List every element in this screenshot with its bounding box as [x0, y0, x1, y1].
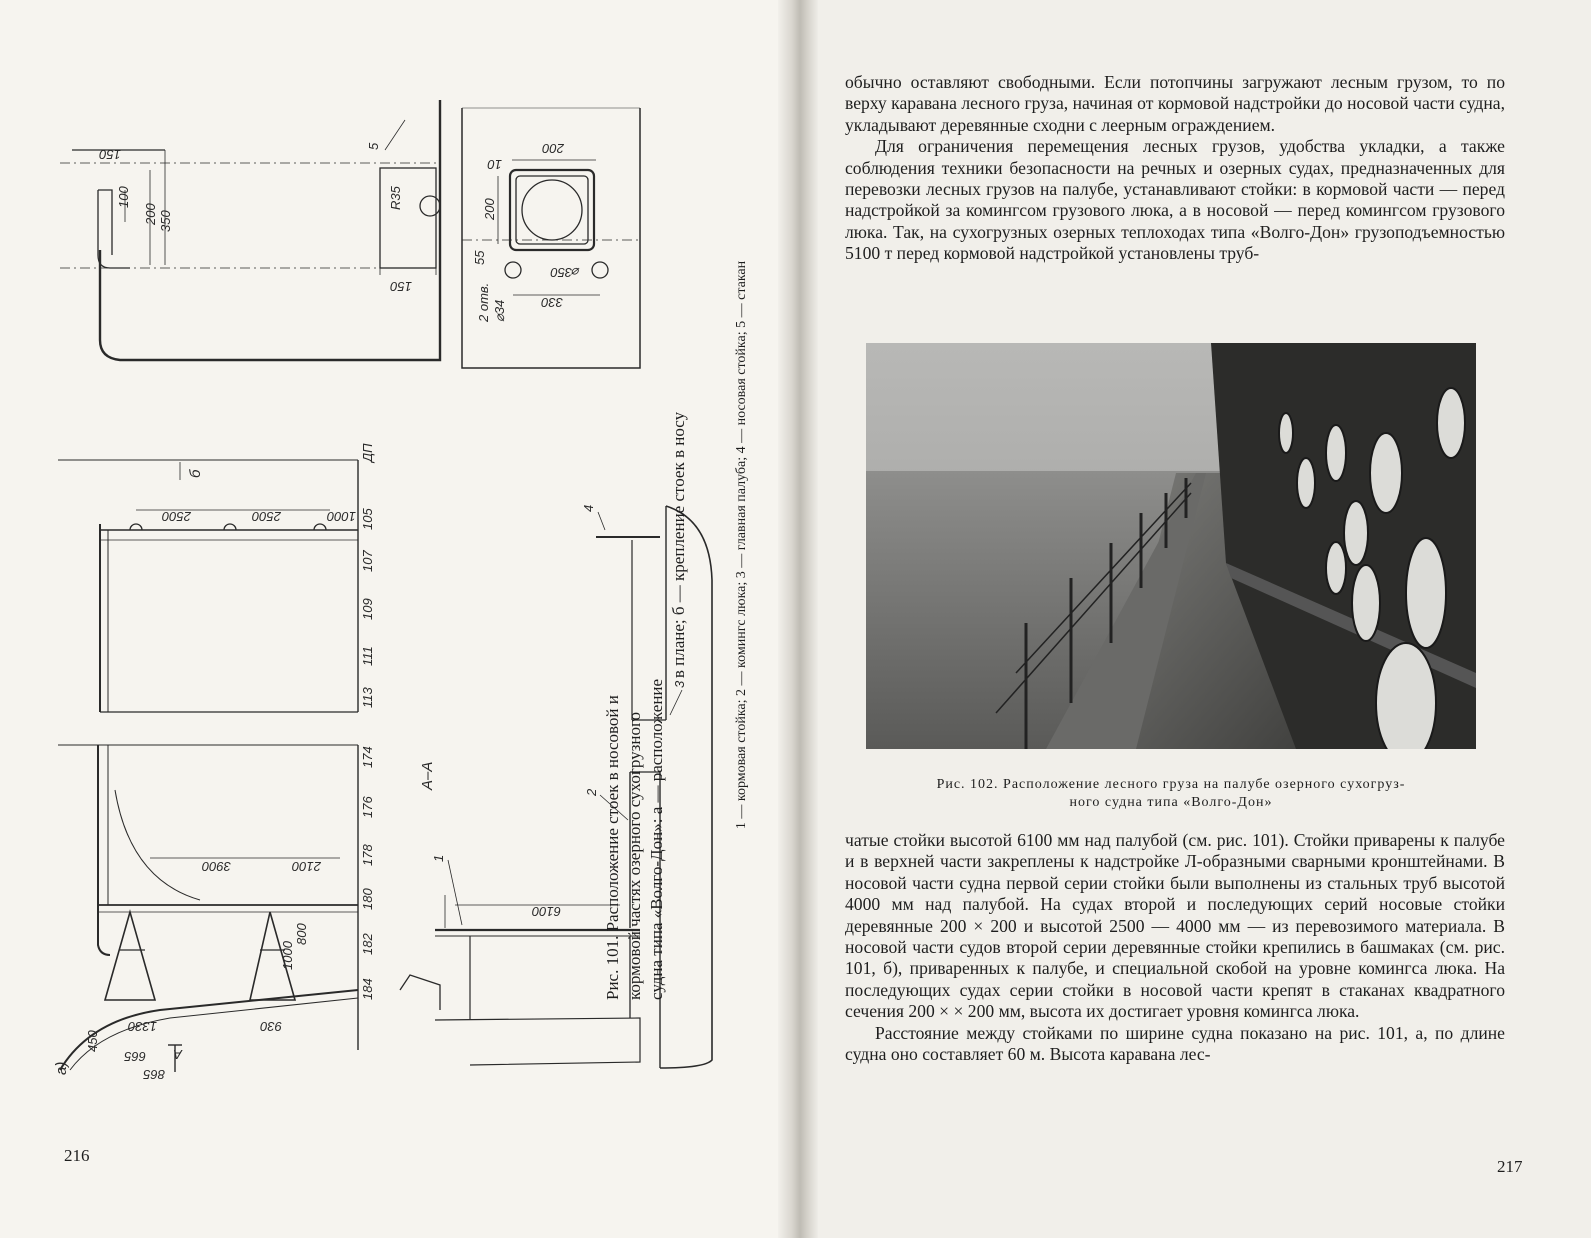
dim-stern-450: 450 — [85, 1030, 100, 1052]
dim-stern-3900: 3900 — [202, 859, 231, 874]
dim-stern-665: 665 — [124, 1049, 146, 1064]
dim-bow-1000: 1000 — [327, 509, 356, 524]
body-text-bottom — [845, 830, 1505, 1065]
dim-r35: R35 — [388, 186, 403, 210]
paragraph: чатые стойки высотой 6100 мм над палубой (см. рис. 101). Стойки приварены к палубе и в верхней части закреплены к надстройке Л-образными сварными кронштейнами. В носовой части судна первой серии стойки были выполнены из стальных труб высотой 4000 мм над палубой. На судах второй и последующих серий носовые стойки деревянные 200 × 200 и высотой 2500 — 4000 мм — из перевозимого материала. В носовой части судов второй серии деревянные стойки крепились в башмаках (см. рис. 101, б), приваренных к палубе, и специальной скобой на уровне комингса люка. На последующих судах серии стойки в носовой части крепят в стаканах квадратного сечения 200 × × 200 мм, высота их достигает уровня комингса люка. — [845, 830, 1505, 1022]
dim-150-bottom: 150 — [390, 279, 412, 294]
dim-2-holes: 2 отв. — [476, 282, 491, 322]
frame-113: 113 — [360, 687, 375, 708]
dim-200-plan-v: 200 — [482, 198, 497, 220]
caption-line: Рис. 102. Расположение лесного груза на палубе озерного сухогруз- — [936, 777, 1406, 792]
dim-200-side: 200 — [143, 203, 158, 225]
frame-180: 180 — [360, 888, 375, 910]
figure-102-photo — [866, 343, 1476, 749]
frame-176: 176 — [360, 796, 375, 818]
frame-109: 109 — [360, 598, 375, 620]
book-spine — [778, 0, 818, 1238]
dim-dia34: ⌀34 — [492, 299, 507, 322]
caption-line: судна типа «Волго-Дон»: а — расположение — [647, 678, 666, 1000]
detail-bracket-side — [60, 100, 440, 360]
frame-174: 174 — [360, 746, 375, 768]
dim-200-plan: 200 — [542, 141, 564, 156]
frame-107: 107 — [360, 550, 375, 572]
frame-105: 105 — [360, 508, 375, 530]
figure-101-legend: 1 — кормовая стойка; 2 — комингс люка; 3 — главная палуба; 4 — носовая стойка; 5 — стакан — [734, 260, 749, 830]
dim-350: 350 — [158, 210, 173, 232]
plan-stern — [58, 745, 358, 1072]
page-number-right: 217 — [1497, 1157, 1523, 1176]
dim-section-6100: 6100 — [532, 904, 561, 919]
dim-stern-865: 865 — [143, 1067, 165, 1082]
part-number-2: 2 — [584, 788, 599, 796]
dim-stern-2100: 2100 — [292, 859, 321, 874]
part-number-3: 3 — [672, 680, 687, 688]
paragraph: обычно оставляют свободными. Если потопчины загружают лесным грузом, то по верху каравана лесного груза, начиная от кормовой надстройки до носовой части судна, укладывают деревянные сходни с леерным ограждением. — [845, 72, 1505, 135]
frame-111: 111 — [360, 646, 375, 666]
page-number-left: 216 — [64, 1146, 90, 1165]
dim-stern-930: 930 — [260, 1019, 282, 1034]
part-number-5: 5 — [366, 142, 381, 150]
dim-10: 10 — [487, 157, 502, 172]
part-number-4: 4 — [581, 504, 596, 512]
caption-line: Рис. 101. Расположение стоек в носовой и — [603, 695, 622, 1000]
frame-182: 182 — [360, 933, 375, 955]
frame-178: 178 — [360, 844, 375, 866]
paragraph: Для ограничения перемещения лесных грузов, удобства укладки, а также соблюдения техники безопасности на речных и озерных судах, предназначенных для перевозки лесных грузов на палубе, устанавливают стойки: в кормовой части — перед надстройкой за комингсом грузового люка, а в носовой — перед комингсом грузового люка. Так, на сухогрузных озерных теплоходах типа «Волго-Дон» грузоподъемностью 5100 т перед кормовой надстройкой установлены труб- — [845, 136, 1505, 264]
dim-bow-2500-b: 2500 — [252, 509, 281, 524]
dim-stern-800: 800 — [294, 923, 309, 945]
caption-line: в плане; б — крепление стоек в носу — [669, 411, 688, 679]
body-text-top — [845, 72, 1505, 265]
plan-bow — [58, 460, 358, 712]
dim-stern-1000: 1000 — [280, 941, 295, 970]
dim-55: 55 — [472, 250, 487, 265]
paragraph: Расстояние между стойками по ширине судна показано на рис. 101, а, по длине судна оно составляет 60 м. Высота каравана лес- — [845, 1022, 1505, 1065]
panel-label-b: б — [187, 469, 204, 478]
frame-184: 184 — [360, 978, 375, 1000]
caption-line: кормовой частях озерного сухогрузного — [625, 711, 644, 1000]
caption-line: ного судна типа «Волго-Дон» — [1069, 795, 1273, 810]
part-number-1: 1 — [431, 854, 446, 862]
section-mark-a: А — [173, 1047, 182, 1062]
figure-101-caption — [602, 90, 690, 1000]
section-label-a-a: А–А — [419, 761, 436, 790]
dim-dia350: ⌀350 — [550, 265, 580, 280]
dim-330: 330 — [541, 295, 563, 310]
frame-dp: ДП — [360, 443, 375, 462]
dim-100: 100 — [116, 186, 131, 208]
figure-102-caption — [866, 776, 1476, 812]
dim-150-top: 150 — [99, 147, 121, 162]
dim-bow-2500-a: 2500 — [162, 509, 191, 524]
dim-stern-1330: 1330 — [128, 1019, 157, 1034]
panel-label-a: а) — [53, 1061, 70, 1075]
